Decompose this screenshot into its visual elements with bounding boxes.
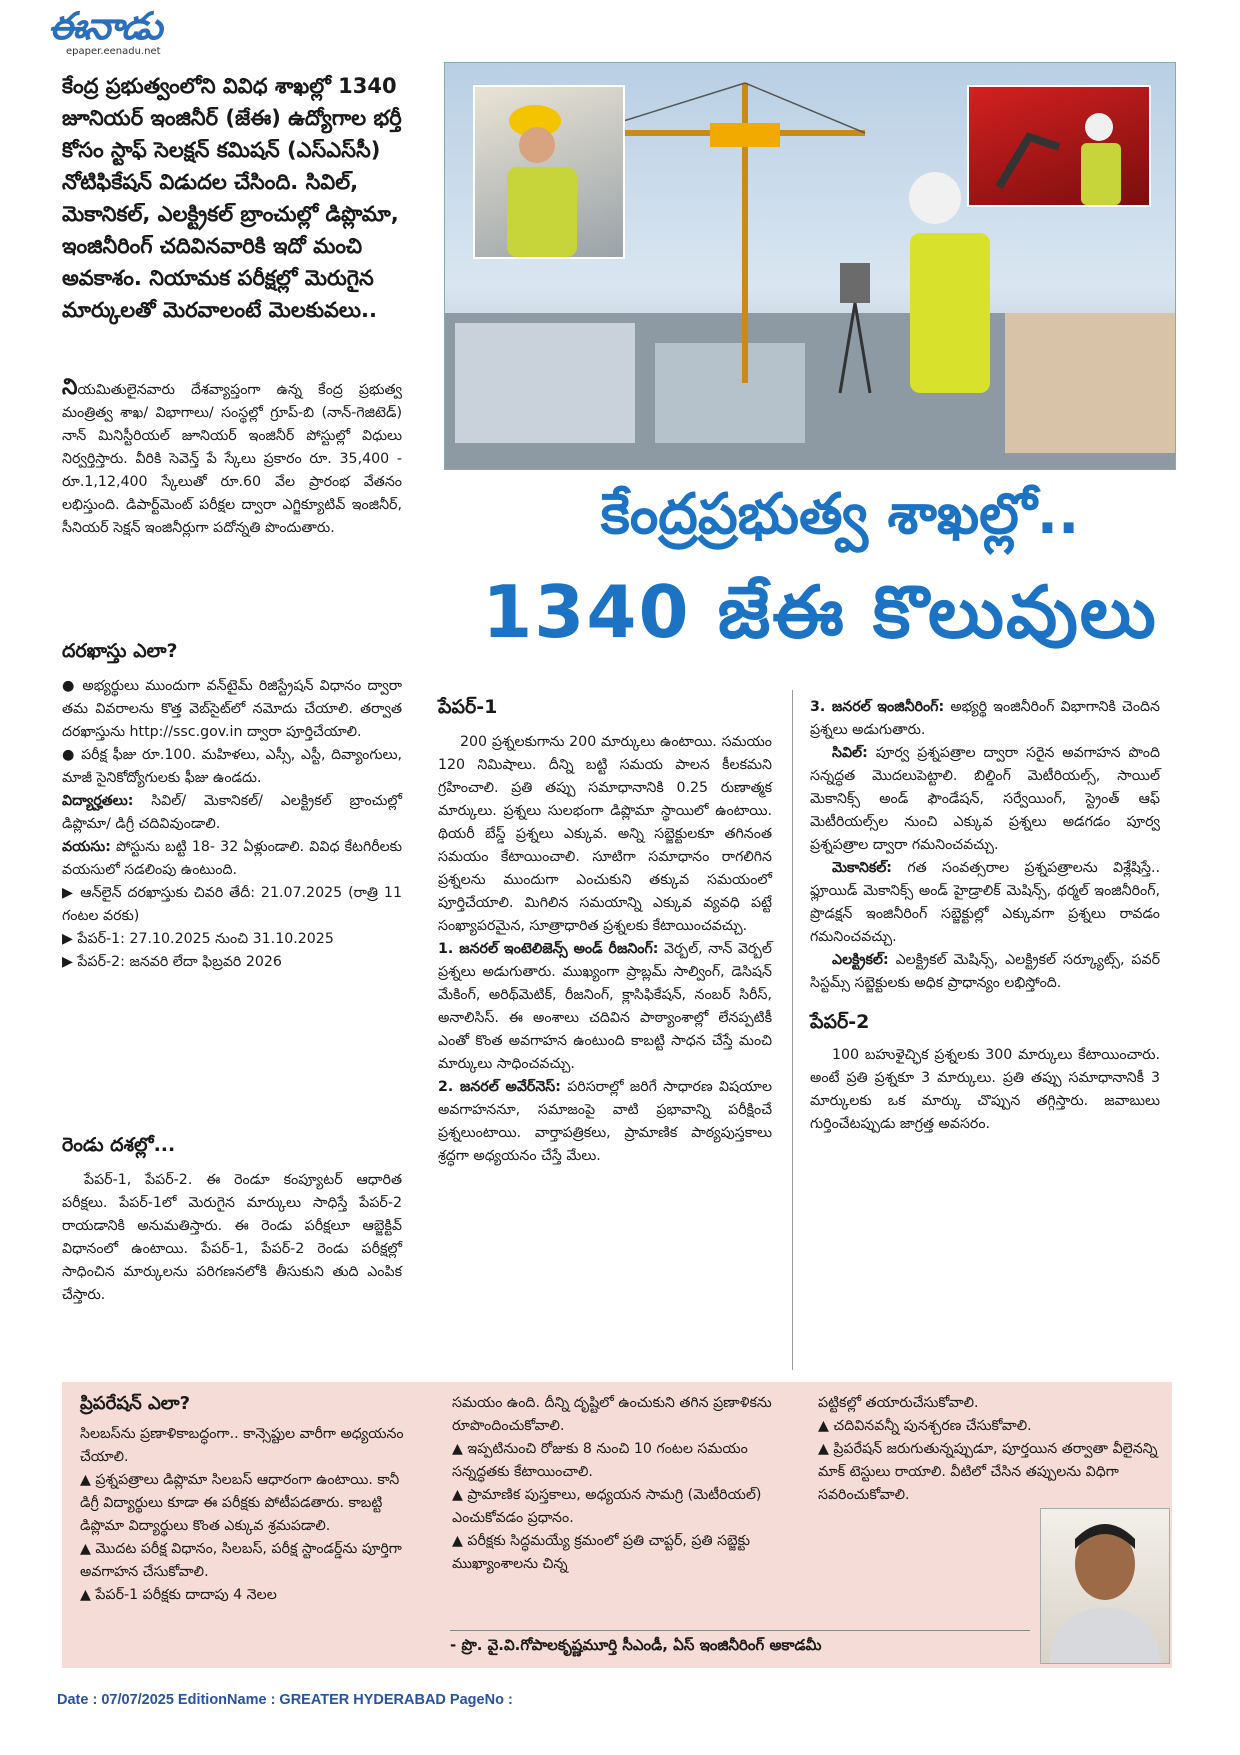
logo-text: ఈనాడు [48, 4, 161, 48]
apply-section [62, 640, 402, 974]
gi-text: వెర్బల్, నాన్ వెర్బల్ ప్రశ్నలు అడుగుతారు. ముఖ్యంగా ప్రాబ్లమ్ సాల్వింగ్, డెసిషన్ మేకింగ్, అరిథ్‌మెటిక్, రీజనింగ్, క్లాసిఫికేషన్, నంబర్ సిరీస్, అనాలిసిస్. ఈ అంశాలు చదివిన పాఠ్యాంశాల్లో లేనప్పటికీ ఎంతో కొంత అవగాహన ఉంటుంది కాబట్టి సాధన చేస్తే మంచి మార్కులు సాధించవచ్చు. [438, 941, 772, 1072]
age-label: వయసు: [62, 839, 111, 855]
civil-text: పూర్వ ప్రశ్నపత్రాల ద్వారా సరైన అవగాహన పొంది సన్నద్ధత మొదలుపెట్టాలి. బిల్డింగ్ మెటీరియల్స్, సాయిల్ మెకానిక్స్ అండ్ ఫౌండేషన్, సర్వేయింగ్, స్ట్రెంత్ ఆఫ్ మెటీరియల్స్‌ల నుంచి ఎక్కువ ప్రశ్నలు అడగడం పూర్వ ప్రశ్నపత్రాల ద్వారా గమనించవచ్చు. [810, 745, 1160, 853]
apply-heading: దరఖాస్తు ఎలా? [62, 640, 178, 662]
elec-text: ఎలక్ట్రికల్ మెషిన్స్, ఎలక్ట్రికల్ సర్క్యూట్స్, పవర్ సిస్టమ్స్ సబ్జెక్టులకు అధిక ప్రాధాన్యం లభిస్తోంది. [810, 952, 1160, 991]
lead-text: యమితులైనవారు దేశవ్యాప్తంగా ఉన్న కేంద్ర ప్రభుత్వ మంత్రిత్వ శాఖ/ విభాగాలు/ సంస్థల్లో గ్రూప్-బి (నాన్-గెజిటెడ్) నాన్ మినిస్టీరియల్ జూనియర్ ఇంజినీర్ పోస్టుల్లో విధులు నిర్వర్తిస్తారు. వీరికి సెవెన్త్ పే స్కేలు ప్రకారం రూ. 35,400 - రూ.1,12,400 స్కేలుతో రూ.60 వేల ప్రారంభ వేతనం లభిస్తుంది. డిపార్ట్‌మెంట్ పరీక్షల ద్వారా ఎగ్జిక్యూటివ్ ఇంజినీర్, సీనియర్ సెక్షన్ ఇంజినీర్లుగా పదోన్నతి పొందుతారు. [62, 382, 402, 536]
ga-text: పరిసరాల్లో జరిగే సాధారణ విషయాల అవగాహననూ, సమాజంపై వాటి ప్రభావాన్ని పరీక్షించే ప్రశ్నలుంటాయి. వార్తాపత్రికలు, ప్రామాణిక పాఠ్యపుస్తకాలు శ్రద్ధగా అధ్యయనం చేస్తే మేలు. [438, 1079, 772, 1164]
paper1-date: ▶ పేపర్-1: 27.10.2025 నుంచి 31.10.2025 [62, 931, 334, 947]
ge-text: అభ్యర్థి ఇంజినీరింగ్ విభాగానికి చెందిన ప్రశ్నలు అడుగుతారు. [810, 699, 1161, 738]
mech-label: మెకానికల్: [832, 860, 892, 876]
apply-bullet-1: ● అభ్యర్థులు ముందుగా వన్‌టైమ్ రిజిస్ట్రేషన్ విధానం ద్వారా తమ వివరాలను కొత్త వెబ్‌సైట్‌లో నమోదు చేయాలి. తర్వాత దరఖాస్తును http://ssc.gov.in ద్వారా పూర్తిచేయాలి. [62, 678, 402, 740]
paper1-heading: పేపర్-1 [438, 696, 498, 718]
person-portrait-icon [1041, 1509, 1169, 1663]
prep-text-1: సిలబస్‌ను ప్రణాళికాబద్ధంగా.. కాన్సెప్టుల వారీగా అధ్యయనం చేయాలి. ▲ ప్రశ్నపత్రాలు డిప్లొమా సిలబస్ ఆధారంగా ఉంటాయి. కానీ డిగ్రీ విద్యార్థులు కూడా ఈ పరీక్షకు పోటీపడతారు. కాబట్టి డిప్లొమా విద్యార్థులు కొంత ఎక్కువ శ్రమపడాలి. ▲ మొదట పరీక్ష విధానం, సిలబస్, పరీక్ష స్టాండర్డ్‌ను పూర్తిగా అవగాహన చేసుకోవాలి. ▲ పేపర్-1 పరీక్షకు దాదాపు 4 నెలల [80, 1426, 404, 1603]
masthead-logo[interactable] [48, 6, 178, 57]
author-photo [1040, 1508, 1170, 1664]
qualification-label: విద్యార్హతలు: [62, 793, 134, 809]
inset-electrician-photo [473, 85, 625, 259]
general-awareness [438, 1076, 772, 1168]
mechanical-branch [810, 857, 1160, 949]
headline-line-2: 1340 జేఈ కొలువులు [482, 570, 1158, 654]
paper1-section [438, 696, 772, 1168]
prep-text-3: పట్టికల్లో తయారుచేసుకోవాలి. ▲ చదివినవన్నీ పునశ్చరణ చేసుకోవాలి. ▲ ప్రిపరేషన్ జరుగుతున్నప్పుడూ, పూర్తయిన తర్వాతా వీలైనన్ని మాక్ టెస్టులు రాయాలి. వీటిలో చేసిన తప్పులను విధిగా సవరించుకోవాలి. [818, 1395, 1158, 1503]
prep-text-2: సమయం ఉంది. దీన్ని దృష్టిలో ఉంచుకుని తగిన ప్రణాళికను రూపొందించుకోవాలి. ▲ ఇప్పటినుంచి రోజుకు 8 నుంచి 10 గంటల సమయం సన్నద్ధతకు కేటాయించాలి. ▲ ప్రామాణిక పుస్తకాలు, అధ్యయన సామగ్రి (మెటీరియల్) ఎంచుకోవడం ప్రధానం. ▲ పరీక్షకు సిద్ధమయ్యే క్రమంలో ప్రతి చాప్టర్, ప్రతి సబ్జెక్టు ముఖ్యాంశాలను చిన్న [452, 1395, 772, 1572]
stages-heading: రెండు దశల్లో... [62, 1134, 176, 1156]
apply-bullet-2: ● పరీక్ష ఫీజు రూ.100. మహిళలు, ఎస్సీ, ఎస్టీ, దివ్యాంగులు, మాజీ సైనికోద్యోగులకు ఫీజు ఉండదు. [62, 747, 402, 786]
stages-section [62, 1134, 402, 1307]
qualification [62, 790, 402, 836]
civil-branch [810, 742, 1160, 857]
prep-heading: ప్రిపరేషన్ ఎలా? [80, 1393, 191, 1414]
paper2-date: ▶ పేపర్-2: జనవరి లేదా ఫిబ్రవరి 2026 [62, 954, 282, 970]
prep-column-1 [80, 1392, 420, 1607]
paper2-heading: పేపర్-2 [810, 1011, 870, 1033]
inset-robotics-photo [967, 85, 1151, 207]
logo-url: epaper.eenadu.net [66, 46, 161, 57]
edition-info: Date : 07/07/2025 EditionName : GREATER HYDERABAD PageNo : [57, 1692, 513, 1708]
mech-text: గత సంవత్సరాల ప్రశ్నపత్రాలను విశ్లేషిస్తే.. ఫ్లూయిడ్ మెకానిక్స్ అండ్ హైడ్రాలిక్ మెషిన్స్, థర్మల్ ఇంజినీరింగ్, ప్రొడక్షన్ ఇంజినీరింగ్ సబ్జెక్టుల్లో ఎక్కువగా ప్రశ్నలు రావడం గమనించవచ్చు. [810, 860, 1160, 945]
general-engineering [810, 696, 1160, 742]
headline-line-1: కేంద్రప్రభుత్వ శాఖల్లో.. [600, 482, 1080, 547]
paper1-intro: 200 ప్రశ్నలకుగాను 200 మార్కులు ఉంటాయి. సమయం 120 నిమిషాలు. దీన్ని బట్టి సమయ పాలన కీలకమని గ్రహించాలి. ప్రతి తప్పు సమాధానానికి 0.25 రుణాత్మక మార్కులు. ప్రశ్నలు సులభంగా డిప్లొమా స్థాయిలో ఉంటాయి. థియరీ బేస్డ్ ప్రశ్నలు ఎక్కువ. అన్ని సబ్జెక్టులకూ తగినంత సమయం కేటాయించాలి. సూటిగా సమాధానం రాగలిగిన ప్రశ్నలను ముందుగా ఎంచుకుని తక్కువ సమయంలో పూర్తిచేయాలి. మిగిలిన సమయాన్ని ఎక్కువ వ్యవధి పట్టే సంఖ్యాపరమైన, సూత్రాధారిత ప్రశ్నలకు కేటాయించవచ్చు. [438, 734, 772, 934]
lead-paragraph [62, 376, 402, 540]
age-text: పోస్టును బట్టి 18- 32 ఏళ్లుండాలి. వివిధ కేటగిరీలకు వయసులో సడలింపు ఉంటుంది. [62, 839, 402, 878]
stages-text: పేపర్-1, పేపర్-2. ఈ రెండూ కంప్యూటర్ ఆధారిత పరీక్షలు. పేపర్-1లో మెరుగైన మార్కులు సాధిస్తే పేపర్-2 రాయడానికి అనుమతిస్తారు. ఈ రెండు పరీక్షలూ ఆబ్జెక్టివ్ విధానంలో ఉంటాయి. పేపర్-1, పేపర్-2 రెండు పరీక్షల్లో సాధించిన మార్కులను పరిగణనలోకి తీసుకుని తుది ఎంపిక చేస్తారు. [62, 1172, 402, 1303]
elec-label: ఎలక్ట్రికల్: [832, 952, 889, 968]
engineering-section [810, 696, 1160, 1136]
last-date: ▶ ఆన్‌లైన్ దరఖాస్తుకు చివరి తేదీ: 21.07.2025 (రాత్రి 11 గంటల వరకు) [62, 885, 402, 924]
article-intro: కేంద్ర ప్రభుత్వంలోని వివిధ శాఖల్లో 1340 జూనియర్ ఇంజినీర్ (జేఈ) ఉద్యోగాల భర్తీ కోసం స్టాఫ్ సెలక్షన్ కమిషన్ (ఎస్ఎస్‌సీ) నోటిఫికేషన్ విడుదల చేసింది. సివిల్, మెకానికల్, ఎలక్ట్రికల్ బ్రాంచుల్లో డిప్లొమా, ఇంజినీరింగ్ చదివినవారికి ఇదో మంచి అవకాశం. నియామక పరీక్షల్లో మెరుగైన మార్కులతో మెరవాలంటే మెలకువలు.. [62, 74, 402, 322]
robot-arm-icon [969, 87, 1149, 205]
lead-dropcap: ని [62, 375, 78, 400]
byline-rule [450, 1630, 1030, 1631]
qualification-text: సివిల్/ మెకానికల్/ ఎలక్ట్రికల్ బ్రాంచుల్లో డిప్లొమా/ డిగ్రీ చదివివుండాలి. [62, 793, 402, 832]
electrical-branch [810, 949, 1160, 995]
ge-label: 3. జనరల్ ఇంజినీరింగ్: [810, 699, 945, 715]
paper2-text: 100 బహుళైచ్ఛిక ప్రశ్నలకు 300 మార్కులు కేటాయించారు. అంటే ప్రతి ప్రశ్నకూ 3 మార్కులు. ప్రతి తప్పు సమాధానానికీ 3 మార్కులకు ఒక మార్కు చొప్పున తగ్గిస్తారు. జవాబులు గుర్తించేటప్పుడు జాగ్రత్త అవసరం. [810, 1047, 1160, 1132]
civil-label: సివిల్: [832, 745, 868, 761]
hero-image [444, 62, 1176, 470]
author-byline: - ప్రొ. వై.వి.గోపాలకృష్ణమూర్తి సీఎండీ, ఏస్ ఇంజినీరింగ్ అకాడమీ [450, 1636, 822, 1654]
ga-label: 2. జనరల్ అవేర్‌నెస్: [438, 1079, 561, 1095]
worker-icon [475, 87, 623, 257]
age-limit [62, 836, 402, 882]
gi-label: 1. జనరల్ ఇంటెలిజెన్స్ అండ్ రీజనింగ్: [438, 941, 659, 957]
general-intelligence [438, 938, 772, 1076]
column-divider [792, 690, 793, 1370]
